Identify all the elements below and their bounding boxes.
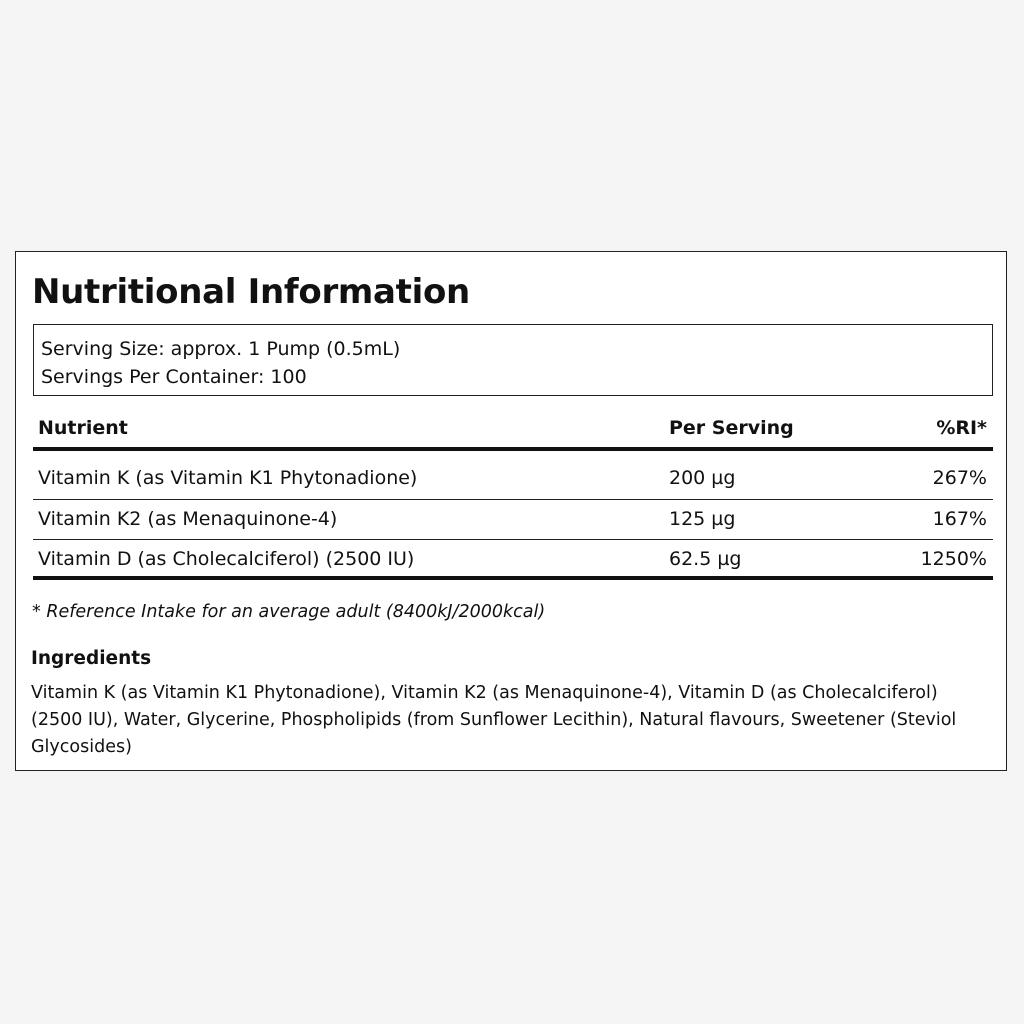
per-serving-value: 125 µg: [669, 508, 736, 530]
table-row: [33, 500, 993, 540]
nutrient-table: [33, 412, 993, 580]
panel-title: Nutritional Information: [32, 272, 470, 312]
ingredients-list: Vitamin K (as Vitamin K1 Phytonadione), Vitamin K2 (as Menaquinone-4), Vitamin D (as Cholecalciferol) (2500 IU), Water, Glycerine, Phospholipids (from Sunflower Lecithin), Natural flavours, Sweetener (Steviol Glycosides): [31, 683, 957, 757]
header-nutrient: Nutrient: [38, 417, 128, 439]
ri-value: 267%: [932, 467, 987, 489]
header-per-serving: Per Serving: [669, 417, 794, 439]
ri-value: 167%: [932, 508, 987, 530]
ingredients-heading: Ingredients: [31, 648, 152, 669]
serving-info-box: [33, 324, 993, 396]
table-header-row: [33, 412, 993, 451]
per-serving-value: 62.5 µg: [669, 548, 742, 570]
per-serving-value: 200 µg: [669, 467, 736, 489]
table-row: [33, 451, 993, 500]
servings-per-container: Servings Per Container: 100: [41, 366, 307, 388]
reference-intake-footnote: * Reference Intake for an average adult (8400kJ/2000kcal): [32, 602, 546, 622]
serving-size: Serving Size: approx. 1 Pump (0.5mL): [41, 338, 401, 360]
nutrient-name: Vitamin D (as Cholecalciferol) (2500 IU): [38, 548, 415, 570]
nutrient-name: Vitamin K (as Vitamin K1 Phytonadione): [38, 467, 418, 489]
table-row: [33, 540, 993, 580]
nutrient-name: Vitamin K2 (as Menaquinone-4): [38, 508, 338, 530]
nutrition-panel: [15, 251, 1007, 771]
header-ri: %RI*: [936, 417, 987, 439]
ri-value: 1250%: [920, 548, 987, 570]
